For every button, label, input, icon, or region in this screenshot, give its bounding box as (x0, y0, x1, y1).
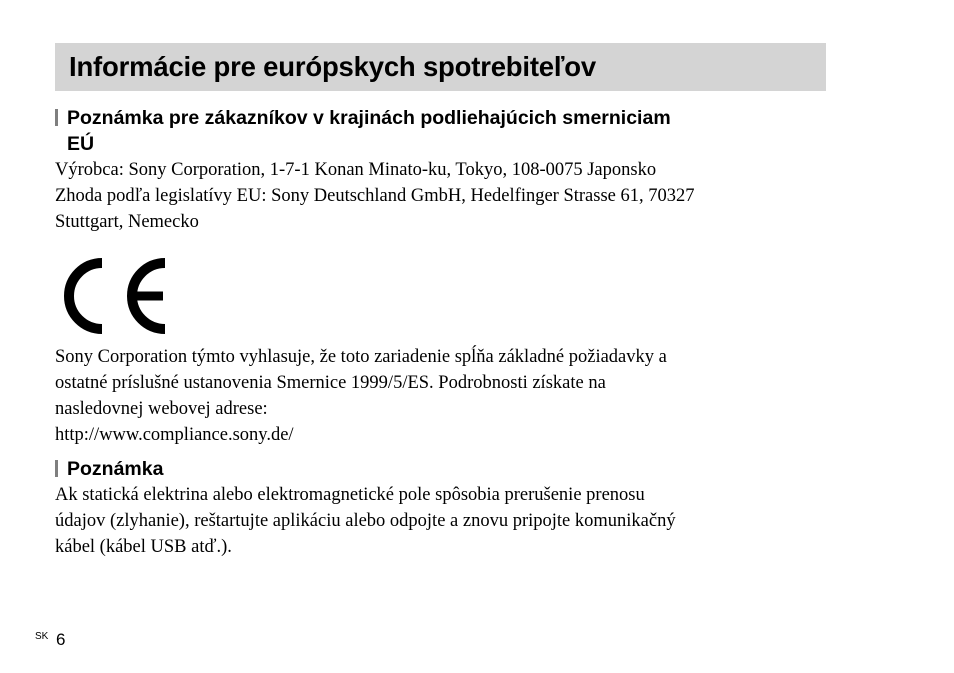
eu-notice-heading-line-2: EÚ (67, 133, 95, 155)
compliance-url: http://www.compliance.sony.de/ (55, 425, 294, 445)
manufacturer-line: Výrobca: Sony Corporation, 1-7-1 Konan Minato-ku, Tokyo, 108-0075 Japonsko (55, 160, 657, 180)
compliance-line: Zhoda podľa legislatívy EU: Sony Deutschland GmbH, Hedelfinger Strasse 61, 70327 (55, 186, 695, 206)
ce-mark-icon (55, 253, 173, 339)
note-line-1: Ak statická elektrina alebo elektromagnetické pole spôsobia prerušenie prenosu (55, 485, 645, 505)
note-section (55, 456, 835, 560)
heading-marker-icon (55, 460, 58, 477)
note-heading-text: Poznámka (67, 458, 164, 480)
declaration-section (55, 344, 835, 448)
declaration-line-1: Sony Corporation týmto vyhlasuje, že toto zariadenie spĺňa základné požiadavky a (55, 347, 667, 367)
declaration-line-2: ostatné príslušné ustanovenia Smernice 1999/5/ES. Podrobnosti získate na (55, 373, 606, 393)
note-heading (55, 456, 835, 482)
footer-language: SK (35, 631, 49, 642)
note-line-2: údajov (zlyhanie), reštartujte aplikáciu alebo odpojte a znovu pripojte komunikačný (55, 511, 676, 531)
compliance-city-line: Stuttgart, Nemecko (55, 212, 199, 232)
page-title-bar (55, 43, 826, 91)
page-number: 6 (56, 630, 66, 649)
note-line-3: kábel (kábel USB atď.). (55, 537, 232, 557)
eu-notice-section (55, 105, 835, 235)
page-title: Informácie pre európskych spotrebiteľov (69, 51, 596, 82)
eu-notice-heading (55, 105, 835, 157)
heading-marker-icon (55, 109, 58, 126)
declaration-line-3: nasledovnej webovej adrese: (55, 399, 268, 419)
eu-notice-heading-line-1: Poznámka pre zákazníkov v krajinách podliehajúcich smerniciam (67, 107, 671, 129)
